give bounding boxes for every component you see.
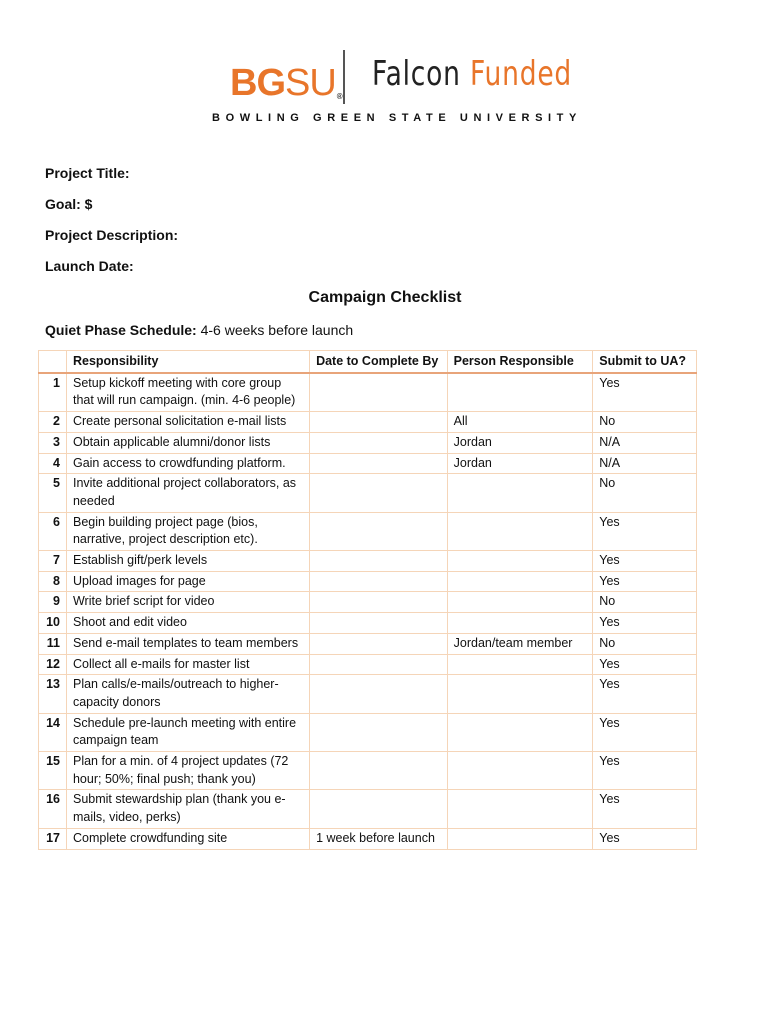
row-task: Invite additional project collaborators, as needed bbox=[66, 474, 309, 512]
row-person bbox=[447, 752, 593, 790]
row-date: 1 week before launch bbox=[310, 828, 448, 849]
logo-bg: BG bbox=[230, 62, 285, 104]
table-row bbox=[39, 633, 697, 654]
row-number: 12 bbox=[39, 654, 67, 675]
row-submit: Yes bbox=[593, 790, 697, 828]
row-person bbox=[447, 713, 593, 751]
row-task: Submit stewardship plan (thank you e-mails, video, perks) bbox=[66, 790, 309, 828]
row-number: 14 bbox=[39, 713, 67, 751]
row-person bbox=[447, 551, 593, 572]
table-row bbox=[39, 412, 697, 433]
row-number: 4 bbox=[39, 453, 67, 474]
row-person bbox=[447, 571, 593, 592]
row-person: Jordan bbox=[447, 432, 593, 453]
row-number: 2 bbox=[39, 412, 67, 433]
row-person bbox=[447, 675, 593, 713]
row-task: Begin building project page (bios, narrative, project description etc). bbox=[66, 512, 309, 550]
row-task: Schedule pre-launch meeting with entire campaign team bbox=[66, 713, 309, 751]
row-submit: Yes bbox=[593, 752, 697, 790]
row-date bbox=[310, 675, 448, 713]
table-row bbox=[39, 613, 697, 634]
table-row bbox=[39, 432, 697, 453]
checklist-table bbox=[38, 350, 697, 850]
table-row bbox=[39, 675, 697, 713]
row-date bbox=[310, 551, 448, 572]
row-number: 13 bbox=[39, 675, 67, 713]
row-submit: No bbox=[593, 633, 697, 654]
row-person bbox=[447, 790, 593, 828]
row-number: 11 bbox=[39, 633, 67, 654]
row-number: 17 bbox=[39, 828, 67, 849]
row-date bbox=[310, 512, 448, 550]
row-number: 3 bbox=[39, 432, 67, 453]
row-number: 10 bbox=[39, 613, 67, 634]
row-date bbox=[310, 613, 448, 634]
phase-schedule bbox=[45, 322, 353, 338]
row-date bbox=[310, 373, 448, 412]
row-number: 8 bbox=[39, 571, 67, 592]
row-task: Complete crowdfunding site bbox=[66, 828, 309, 849]
row-person bbox=[447, 373, 593, 412]
col-header-responsibility: Responsibility bbox=[66, 351, 309, 373]
row-task: Collect all e-mails for master list bbox=[66, 654, 309, 675]
bgsu-logo bbox=[230, 62, 342, 105]
row-task: Setup kickoff meeting with core group that will run campaign. (min. 4-6 people) bbox=[66, 373, 309, 412]
table-row bbox=[39, 592, 697, 613]
table-row bbox=[39, 790, 697, 828]
row-number: 1 bbox=[39, 373, 67, 412]
table-row bbox=[39, 571, 697, 592]
col-header-submit: Submit to UA? bbox=[593, 351, 697, 373]
logo-su: SU bbox=[285, 62, 336, 104]
row-task: Shoot and edit video bbox=[66, 613, 309, 634]
row-task: Plan for a min. of 4 project updates (72 hour; 50%; final push; thank you) bbox=[66, 752, 309, 790]
row-submit: No bbox=[593, 412, 697, 433]
row-person bbox=[447, 828, 593, 849]
row-number: 15 bbox=[39, 752, 67, 790]
table-row bbox=[39, 474, 697, 512]
row-submit: Yes bbox=[593, 713, 697, 751]
table-row bbox=[39, 551, 697, 572]
row-submit: N/A bbox=[593, 453, 697, 474]
col-header-person: Person Responsible bbox=[447, 351, 593, 373]
table-row bbox=[39, 828, 697, 849]
row-task: Gain access to crowdfunding platform. bbox=[66, 453, 309, 474]
funded-word: Funded bbox=[469, 54, 573, 94]
row-date bbox=[310, 790, 448, 828]
launch-date-label: Launch Date: bbox=[45, 258, 134, 274]
row-submit: No bbox=[593, 592, 697, 613]
logo-reg: ® bbox=[336, 92, 342, 101]
table-header-row bbox=[39, 351, 697, 373]
row-date bbox=[310, 654, 448, 675]
row-submit: Yes bbox=[593, 373, 697, 412]
logo-divider bbox=[343, 50, 345, 104]
table-row bbox=[39, 654, 697, 675]
table-row bbox=[39, 512, 697, 550]
row-number: 5 bbox=[39, 474, 67, 512]
row-submit: Yes bbox=[593, 613, 697, 634]
table-row bbox=[39, 373, 697, 412]
row-date bbox=[310, 713, 448, 751]
row-number: 9 bbox=[39, 592, 67, 613]
row-task: Send e-mail templates to team members bbox=[66, 633, 309, 654]
falcon-word: Falcon bbox=[372, 54, 461, 94]
row-task: Create personal solicitation e-mail lists bbox=[66, 412, 309, 433]
university-name: BOWLING GREEN STATE UNIVERSITY bbox=[212, 112, 582, 124]
table-row bbox=[39, 713, 697, 751]
row-person bbox=[447, 474, 593, 512]
row-date bbox=[310, 432, 448, 453]
row-task: Write brief script for video bbox=[66, 592, 309, 613]
row-date bbox=[310, 453, 448, 474]
checklist-title: Campaign Checklist bbox=[308, 289, 462, 306]
row-number: 16 bbox=[39, 790, 67, 828]
row-task: Obtain applicable alumni/donor lists bbox=[66, 432, 309, 453]
table-row bbox=[39, 453, 697, 474]
row-person bbox=[447, 512, 593, 550]
row-task: Establish gift/perk levels bbox=[66, 551, 309, 572]
row-date bbox=[310, 752, 448, 790]
project-description-label: Project Description: bbox=[45, 227, 179, 243]
row-date bbox=[310, 592, 448, 613]
row-date bbox=[310, 571, 448, 592]
falcon-funded-logo bbox=[372, 54, 572, 94]
row-date bbox=[310, 633, 448, 654]
row-date bbox=[310, 474, 448, 512]
row-date bbox=[310, 412, 448, 433]
row-person bbox=[447, 613, 593, 634]
row-person: Jordan/team member bbox=[447, 633, 593, 654]
row-submit: Yes bbox=[593, 675, 697, 713]
row-submit: Yes bbox=[593, 551, 697, 572]
row-task: Upload images for page bbox=[66, 571, 309, 592]
row-submit: Yes bbox=[593, 512, 697, 550]
col-header-number bbox=[39, 351, 67, 373]
row-person bbox=[447, 592, 593, 613]
row-submit: No bbox=[593, 474, 697, 512]
row-person bbox=[447, 654, 593, 675]
phase-text: 4-6 weeks before launch bbox=[196, 322, 354, 338]
header-logo bbox=[0, 48, 770, 138]
row-submit: N/A bbox=[593, 432, 697, 453]
project-title-label: Project Title: bbox=[45, 165, 130, 181]
table-row bbox=[39, 752, 697, 790]
row-submit: Yes bbox=[593, 654, 697, 675]
row-number: 7 bbox=[39, 551, 67, 572]
row-person: All bbox=[447, 412, 593, 433]
row-task: Plan calls/e-mails/outreach to higher-capacity donors bbox=[66, 675, 309, 713]
row-submit: Yes bbox=[593, 571, 697, 592]
row-number: 6 bbox=[39, 512, 67, 550]
phase-label: Quiet Phase Schedule: bbox=[45, 322, 197, 338]
goal-label: Goal: $ bbox=[45, 196, 93, 212]
row-submit: Yes bbox=[593, 828, 697, 849]
row-person: Jordan bbox=[447, 453, 593, 474]
col-header-date: Date to Complete By bbox=[310, 351, 448, 373]
